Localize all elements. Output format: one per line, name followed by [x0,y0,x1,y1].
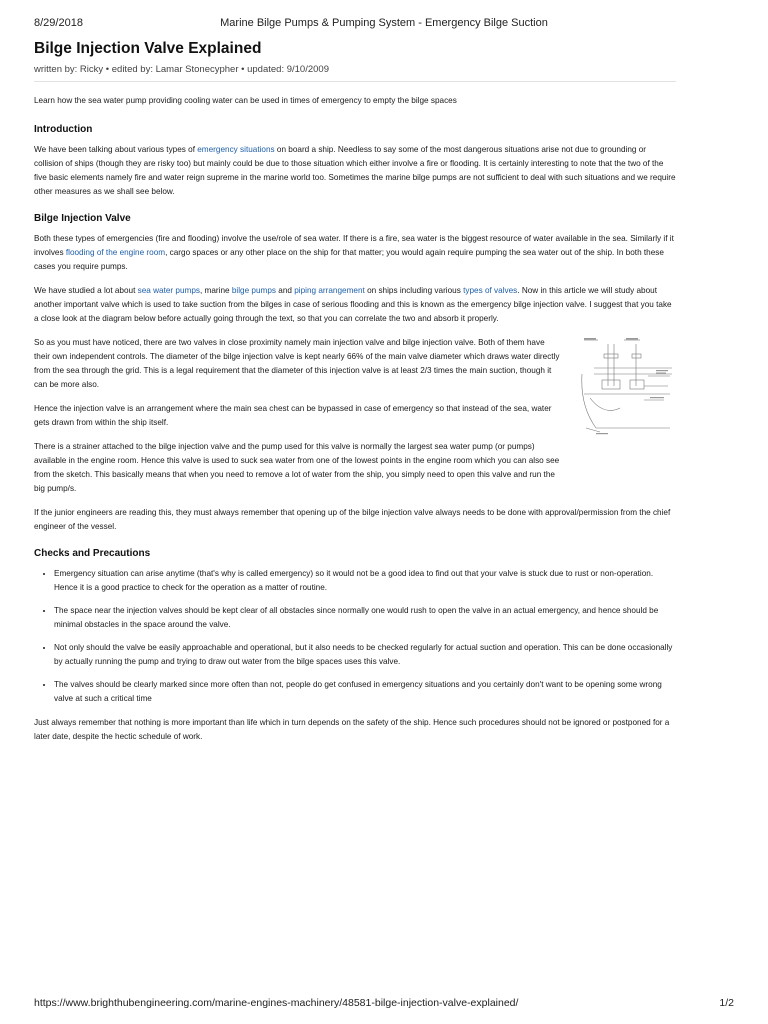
print-header [34,17,734,31]
biv-paragraph-4: Hence the injection valve is an arrangement where the main sea chest can be bypassed in case of emergency so that instead of the sea, water gets drawn from within the ship itself. [34,404,552,427]
biv-paragraph-1 [34,232,676,274]
diagram-wrap [34,336,676,430]
list-item: • Not only should the valve be easily approachable and operational, but it also needs to be checked regularly for actual suction and operation. This can be done occasionally by actually running the pump and trying to draw out water from the bilge spaces uses this valve. [54,641,676,669]
list-item: • Emergency situation can arise anytime (that's why is called emergency) so it would not be a good idea to find out that your valve is stuck due to rust or non-operation. Hence it is a good practice to check for the operation as a matter of routine. [54,567,676,595]
text-run: , cargo spaces or any other place on the ship for that matter; you would again require pumping the sea water out of the ship. In both these cases you require pumps. [34,248,664,271]
bilge-injection-valve-diagram[interactable] [574,336,676,436]
text-run: , marine [200,286,232,295]
page-number: 1/2 [719,997,734,1009]
closing-paragraph: Just always remember that nothing is more important than life which in turn depends on the safety of the ship. Hence such procedures should not be ignored or postponed for a later date, despite the hectic schedule of work. [34,718,670,741]
checks-list [34,567,676,706]
list-item: • The space near the injection valves should be kept clear of all obstacles since normally one would rush to open the valve in an actual emergency, and hence should be minimal obstacles in the space around the valve. [54,604,676,632]
byline: written by: Ricky • edited by: Lamar Stonecypher • updated: 9/10/2009 [34,64,676,82]
link-types-of-valves[interactable]: types of valves [463,286,518,295]
list-item: • The valves should be clearly marked since more often than not, people do get confused in emergency situations and you certainly don't want to be opening some wrong valve at such a critical time [54,678,676,706]
text-run: and [276,286,295,295]
print-date: 8/29/2018 [34,17,83,29]
bilge-injection-valve-section [34,213,676,534]
text-run: on board a ship. Needless to say some of the most dangerous situations arise not due to grounding or collision of ships (though they are risky too) but mainly could be due to those situation which either involve a fire or flooding. It is certainly interesting to note that the two of the five basic elements namely fire and water reign supreme in the marine world too. Sometimes the marine bilge pumps are not sufficient to deal with such situations and we require other measures as we shall see below. [34,145,676,196]
text-run: on ships including various [364,286,464,295]
lead-summary: Learn how the sea water pump providing cooling water can be used in times of emergency to empty the bilge spaces [34,96,457,105]
biv-paragraph-2 [34,284,676,326]
checks-section [34,548,676,744]
checks-heading: Checks and Precautions [34,548,151,559]
text-run: We have been talking about various types of [34,145,198,154]
biv-paragraph-3: So as you must have noticed, there are two valves in close proximity namely main injection valve and bilge injection valve. Both of them have their own independent controls. The diameter of the bilge injection valve is kept nearly 66% of the main valve diameter which draws water directly from the sea through the grid. This is a legal requirement that the diameter of this injection valve is at least 2/3 times the main suction, though it can be more also. [34,338,560,389]
article-title: Bilge Injection Valve Explained [34,40,262,57]
text-run: . Now in this article we will study about another important valve which is used to take suction from the bilges in case of serious flooding and this is known as the emergency bilge injection valve. I suggest that you take a close look at the diagram below before actually going through the text, so that you can correlate the two and absorb it properly. [34,286,672,323]
link-flooding-engine-room[interactable]: flooding of the engine room [65,248,166,257]
introduction-paragraph [34,143,676,199]
biv-paragraph-6: If the junior engineers are reading this, they must always remember that opening up of the bilge injection valve always needs to be done with approval/permission from the chief engineer of the vessel. [34,508,671,531]
article [34,40,676,758]
link-piping-arrangement[interactable]: piping arrangement [294,286,365,295]
introduction-heading: Introduction [34,124,93,135]
text-run: We have studied a lot about [34,286,138,295]
link-emergency-situations[interactable]: emergency situations [197,145,275,154]
text-run: Both these types of emergencies (fire and flooding) involve the use/role of sea water. If there is a fire, sea water is the biggest resource of water available in the sea. Similarly if it involves [34,234,674,257]
bilge-injection-valve-heading: Bilge Injection Valve [34,213,131,224]
print-footer [34,997,734,1011]
diagram-side-text [34,336,562,430]
page-url[interactable]: https://www.brighthubengineering.com/marine-engines-machinery/48581-bilge-injection-valve-explained/ [34,997,519,1009]
biv-paragraph-5: There is a strainer attached to the bilge injection valve and the pump used for this valve is normally the largest sea water pump (or pumps) available in the engine room. Hence this valve is used to suck sea water from one of the lowest points in the engine room which you can also see from the sketch. This basically means that when you need to remove a lot of water from the ship, you simply need to open this valve and run the big pump/s. [34,442,560,493]
introduction-section [34,124,676,199]
link-bilge-pumps[interactable]: bilge pumps [231,286,277,295]
link-sea-water-pumps[interactable]: sea water pumps [137,286,200,295]
print-page-title: Marine Bilge Pumps & Pumping System - Emergency Bilge Suction [220,17,548,29]
